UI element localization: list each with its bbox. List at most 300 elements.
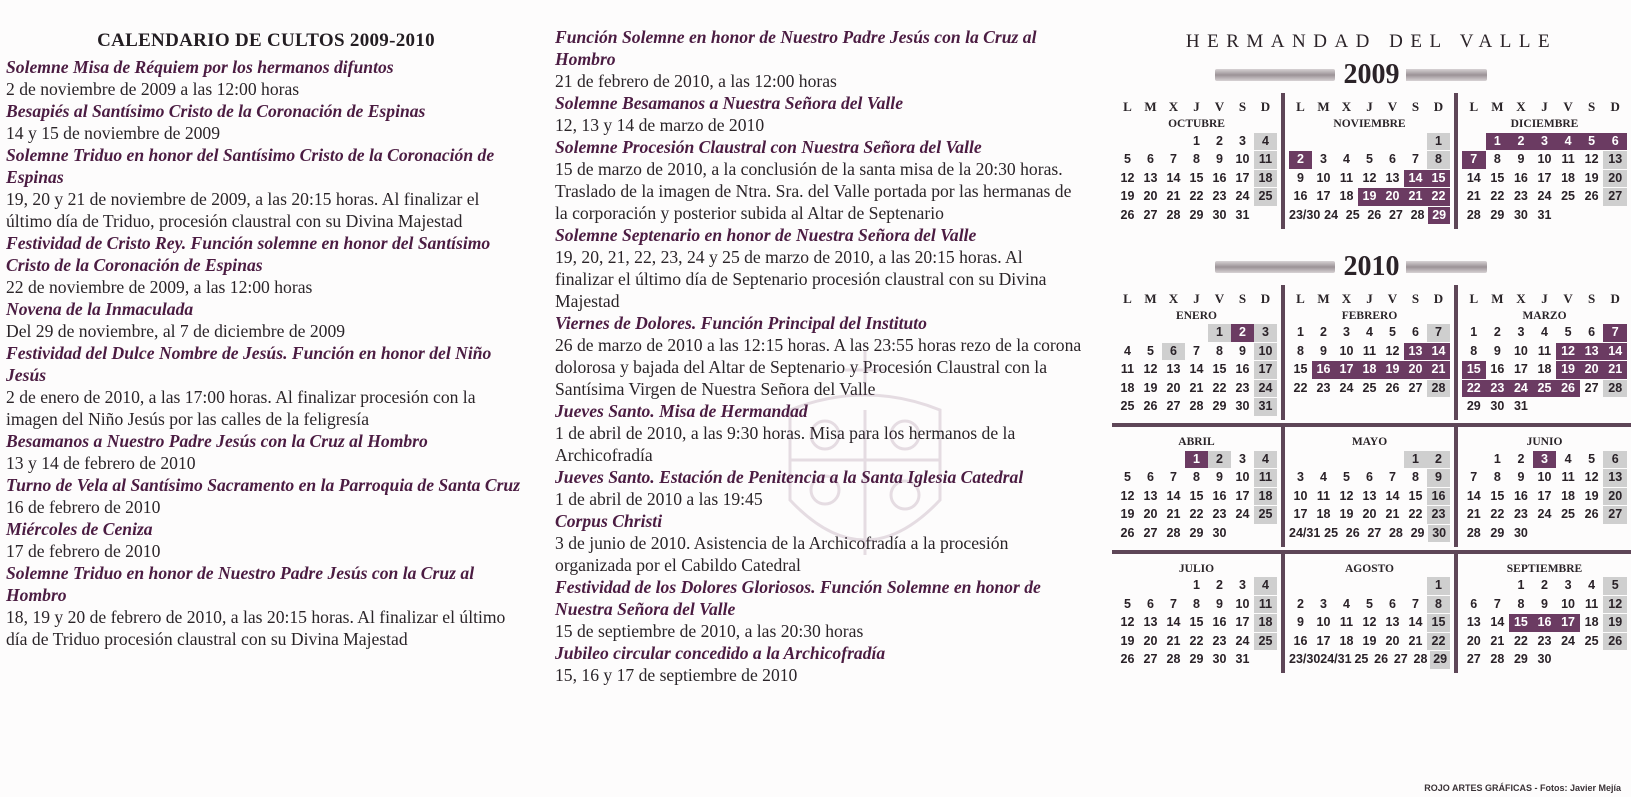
day-cell: 16 bbox=[1212, 488, 1227, 503]
event-title: Corpus Christi bbox=[555, 511, 663, 531]
month-block bbox=[1458, 285, 1631, 421]
day-cell: 4 bbox=[1343, 596, 1350, 611]
day-cell: 24 bbox=[1561, 633, 1576, 648]
day-cell: 25 bbox=[1254, 188, 1277, 206]
week-row bbox=[1289, 361, 1450, 380]
day-cell: 7 bbox=[1493, 596, 1501, 611]
week-row bbox=[1116, 651, 1277, 670]
day-cell: 13 bbox=[1603, 151, 1627, 169]
month-name: NOVIEMBRE bbox=[1333, 118, 1406, 130]
event-item bbox=[6, 100, 526, 144]
day-cell: 21 bbox=[1490, 633, 1505, 648]
day-cell: 4 bbox=[1588, 578, 1596, 592]
weekday-label: S bbox=[1588, 99, 1596, 114]
week-row bbox=[1116, 398, 1277, 417]
week-row bbox=[1462, 206, 1627, 225]
day-cell: 6 bbox=[1162, 343, 1185, 361]
day-cell: 15 bbox=[1212, 362, 1227, 376]
week-row bbox=[1462, 188, 1627, 207]
day-cell: 29 bbox=[1430, 651, 1450, 669]
day-cell: 28 bbox=[1427, 380, 1450, 398]
day-cell: 21 bbox=[1189, 380, 1204, 395]
day-cell: 17 bbox=[1235, 170, 1250, 185]
day-cell: 14 bbox=[1408, 615, 1423, 629]
day-cell: 13 bbox=[1143, 170, 1158, 185]
day-cell: 19 bbox=[1381, 361, 1404, 379]
day-cell bbox=[1358, 451, 1381, 469]
day-cell: 4 bbox=[1254, 451, 1277, 469]
day-cell: 28 bbox=[1603, 380, 1627, 398]
day-cell: 26 bbox=[1345, 525, 1360, 540]
day-cell: 5 bbox=[1564, 325, 1572, 339]
day-cell: 7 bbox=[1470, 470, 1478, 484]
event-title: Besapiés al Santísimo Cristo de la Coronación de Espinas bbox=[6, 101, 426, 121]
weekday-label: X bbox=[1516, 99, 1526, 114]
day-cell: 28 bbox=[1166, 525, 1181, 540]
day-cell: 20 bbox=[1362, 507, 1377, 521]
week-row bbox=[1462, 651, 1627, 670]
day-cell: 8 bbox=[1493, 470, 1501, 484]
day-cell: 19 bbox=[1584, 488, 1599, 503]
month-name: OCTUBRE bbox=[1168, 118, 1225, 130]
day-cell bbox=[1358, 577, 1381, 595]
month-block bbox=[1112, 93, 1285, 229]
day-cell: 5 bbox=[1603, 577, 1627, 595]
day-cell: 1 bbox=[1517, 578, 1525, 592]
week-row bbox=[1462, 361, 1627, 380]
weekday-label: D bbox=[1610, 290, 1620, 306]
day-cell: 5 bbox=[1124, 470, 1131, 484]
week-row bbox=[1116, 342, 1277, 361]
event-detail: 15 de septiembre de 2010, a las 20:30 horas bbox=[555, 621, 864, 641]
day-cell: 9 bbox=[1493, 343, 1501, 358]
day-cell: 26 bbox=[1556, 380, 1580, 398]
event-item bbox=[6, 56, 526, 100]
day-cell: 15 bbox=[1427, 170, 1450, 188]
day-cell: 7 bbox=[1170, 596, 1177, 611]
day-cell: 19 bbox=[1603, 614, 1627, 632]
day-cell bbox=[1254, 651, 1277, 669]
weekday-label: X bbox=[1341, 290, 1352, 306]
day-cell: 12 bbox=[1603, 596, 1627, 614]
weekday-label: X bbox=[1168, 290, 1179, 306]
weekday-label: X bbox=[1168, 99, 1179, 114]
week-row bbox=[1116, 132, 1277, 151]
day-cell: 23 bbox=[1212, 507, 1227, 521]
day-cell bbox=[1116, 324, 1139, 342]
event-detail: Del 29 de noviembre, al 7 de diciembre de 2009 bbox=[6, 321, 346, 341]
day-cell: 18 bbox=[1584, 615, 1599, 629]
weekday-label: L bbox=[1296, 290, 1305, 306]
day-cell: 29 bbox=[1189, 652, 1204, 666]
day-cell: 27 bbox=[1603, 188, 1627, 206]
day-cell: 5 bbox=[1366, 596, 1373, 611]
day-cell: 3 bbox=[1254, 324, 1277, 342]
week-row bbox=[1289, 506, 1450, 525]
day-cell: 26 bbox=[1584, 189, 1599, 203]
day-cell: 10 bbox=[1513, 343, 1528, 358]
day-cell: 15 bbox=[1509, 614, 1533, 632]
day-cell: 11 bbox=[1585, 596, 1599, 611]
day-cell: 28 bbox=[1466, 207, 1481, 222]
event-item bbox=[6, 430, 526, 474]
brand-title: HERMANDAD DEL VALLE bbox=[1185, 31, 1558, 52]
day-cell: 18 bbox=[1358, 361, 1381, 379]
weekday-label: D bbox=[1433, 290, 1444, 306]
day-cell bbox=[1162, 451, 1185, 469]
week-row bbox=[1289, 651, 1450, 670]
day-cell: 25 bbox=[1362, 380, 1377, 395]
day-cell bbox=[1603, 525, 1627, 543]
day-cell: 2 bbox=[1216, 578, 1223, 592]
day-cell: 17 bbox=[1316, 189, 1331, 203]
day-cell: 31 bbox=[1254, 398, 1277, 416]
day-cell bbox=[1289, 133, 1312, 151]
day-cell: 30 bbox=[1212, 207, 1227, 222]
day-cell: 21 bbox=[1166, 507, 1181, 521]
day-cell: 27 bbox=[1408, 380, 1423, 395]
day-cell: 20 bbox=[1143, 507, 1158, 521]
weekday-label: J bbox=[1541, 290, 1548, 306]
day-cell: 9 bbox=[1427, 469, 1450, 487]
day-cell bbox=[1580, 651, 1604, 669]
day-cell: 23 bbox=[1537, 633, 1552, 648]
day-cell: 30 bbox=[1490, 399, 1505, 413]
week-row bbox=[1289, 132, 1450, 151]
day-cell: 12 bbox=[1584, 470, 1599, 484]
weekday-label: L bbox=[1469, 290, 1479, 306]
day-cell: 2 bbox=[1320, 325, 1327, 339]
day-cell: 11 bbox=[1339, 170, 1354, 185]
day-cell bbox=[1185, 324, 1208, 342]
month-name: SEPTIEMBRE bbox=[1506, 562, 1583, 575]
day-cell: 13 bbox=[1603, 469, 1627, 487]
day-cell: 10 bbox=[1537, 470, 1552, 484]
day-cell: 18 bbox=[1316, 507, 1331, 521]
event-item bbox=[6, 144, 526, 232]
event-title: Solemne Misa de Réquiem por los hermanos difuntos bbox=[6, 57, 394, 77]
day-cell: 7 bbox=[1170, 470, 1177, 484]
weekday-label: J bbox=[1193, 290, 1200, 306]
day-cell bbox=[1162, 324, 1185, 342]
day-cell: 29 bbox=[1189, 525, 1204, 540]
day-cell: 29 bbox=[1212, 399, 1227, 413]
day-cell: 8 bbox=[1470, 343, 1478, 358]
event-title: Viernes de Dolores. Función Principal del Instituto bbox=[555, 313, 927, 333]
day-cell: 18 bbox=[1120, 380, 1135, 395]
day-cell: 24 bbox=[1339, 380, 1354, 395]
day-cell: 27 bbox=[1143, 207, 1158, 222]
day-cell: 15 bbox=[1427, 614, 1450, 632]
day-cell: 18 bbox=[1537, 362, 1552, 376]
day-cell: 18 bbox=[1339, 189, 1354, 203]
day-cell: 1 bbox=[1297, 325, 1304, 339]
day-cell: 8 bbox=[1493, 152, 1501, 166]
day-cell: 27 bbox=[1367, 525, 1382, 540]
day-cell: 22 bbox=[1427, 188, 1450, 206]
day-cell: 14 bbox=[1466, 488, 1481, 503]
week-row bbox=[1462, 577, 1627, 596]
week-row bbox=[1289, 342, 1450, 361]
day-cell bbox=[1404, 577, 1427, 595]
day-cell: 4 bbox=[1254, 577, 1277, 595]
day-cell: 19 bbox=[1556, 361, 1580, 379]
day-cell: 21 bbox=[1404, 188, 1427, 206]
day-cell: 24 bbox=[1324, 207, 1339, 222]
day-cell: 22 bbox=[1212, 380, 1227, 395]
month-block bbox=[1285, 554, 1458, 674]
day-cell: 22 bbox=[1490, 507, 1505, 521]
left-column bbox=[6, 0, 526, 797]
month-block bbox=[1458, 554, 1631, 674]
week-row bbox=[1116, 524, 1277, 543]
day-cell: 23/30 bbox=[1289, 207, 1321, 222]
week-row bbox=[1116, 469, 1277, 488]
week-row bbox=[1462, 342, 1627, 361]
day-cell: 14 bbox=[1603, 343, 1627, 361]
day-cell: 27 bbox=[1166, 399, 1181, 413]
event-title: Función Solemne en honor de Nuestro Padre Jesús con la Cruz al Hombro bbox=[555, 27, 1037, 69]
day-cell: 20 bbox=[1603, 170, 1627, 188]
day-cell: 19 bbox=[1120, 507, 1135, 521]
day-cell: 30 bbox=[1513, 525, 1528, 540]
event-detail: 12, 13 y 14 de marzo de 2010 bbox=[555, 115, 765, 135]
day-cell: 14 bbox=[1166, 615, 1181, 629]
event-item bbox=[6, 474, 526, 518]
weekday-label: J bbox=[1541, 99, 1548, 114]
weekday-header bbox=[1462, 291, 1627, 307]
month-name: ABRIL bbox=[1178, 436, 1215, 448]
day-cell: 22 bbox=[1408, 507, 1423, 521]
day-cell: 30 bbox=[1212, 652, 1227, 666]
week-row bbox=[1116, 151, 1277, 170]
day-cell: 20 bbox=[1166, 380, 1181, 395]
day-cell: 3 bbox=[1239, 451, 1246, 466]
week-row bbox=[1289, 379, 1450, 398]
day-cell: 13 bbox=[1385, 170, 1400, 185]
event-detail: 15 de marzo de 2010, a la conclusión de la santa misa de la 20:30 horas. Traslado de la imagen de Ntra. Sra. del Valle portada por las hermanas de la corporación y posterior subida al Altar de Septenario bbox=[555, 159, 1072, 223]
day-cell: 6 bbox=[1366, 470, 1373, 484]
day-cell bbox=[1162, 577, 1185, 595]
day-cell: 17 bbox=[1316, 633, 1331, 648]
day-cell bbox=[1533, 398, 1557, 416]
day-cell: 13 bbox=[1143, 615, 1158, 629]
day-cell: 6 bbox=[1147, 596, 1154, 611]
day-cell: 31 bbox=[1537, 207, 1552, 222]
week-row bbox=[1116, 506, 1277, 525]
day-cell: 17 bbox=[1254, 361, 1277, 379]
day-cell: 19 bbox=[1339, 507, 1354, 521]
day-cell: 5 bbox=[1366, 152, 1373, 166]
day-cell: 30 bbox=[1513, 207, 1528, 222]
day-cell: 17 bbox=[1556, 614, 1580, 632]
weekday-label: V bbox=[1214, 290, 1225, 306]
week-row bbox=[1289, 632, 1450, 651]
day-cell: 8 bbox=[1193, 470, 1200, 484]
day-cell: 24 bbox=[1537, 189, 1552, 203]
week-row bbox=[1462, 169, 1627, 188]
day-cell: 21 bbox=[1466, 189, 1481, 203]
weekday-label: M bbox=[1491, 290, 1504, 306]
week-row bbox=[1462, 487, 1627, 506]
year-heading bbox=[1112, 59, 1631, 93]
day-cell: 13 bbox=[1466, 615, 1481, 629]
day-cell: 10 bbox=[1316, 615, 1331, 629]
day-cell: 17 bbox=[1235, 488, 1250, 503]
weekday-label: S bbox=[1588, 290, 1596, 306]
event-detail: 3 de junio de 2010. Asistencia de la Archicofradía a la procesión organizada por el Cabildo Catedral bbox=[555, 533, 1009, 575]
day-cell: 3 bbox=[1239, 578, 1246, 592]
week-row bbox=[1289, 524, 1450, 543]
day-cell bbox=[1580, 207, 1604, 225]
day-cell: 26 bbox=[1120, 207, 1135, 222]
week-row bbox=[1462, 506, 1627, 525]
day-cell: 3 bbox=[1239, 133, 1246, 148]
day-cell bbox=[1381, 577, 1404, 595]
day-cell bbox=[1603, 398, 1627, 416]
week-row bbox=[1289, 151, 1450, 170]
day-cell: 15 bbox=[1189, 488, 1204, 503]
week-row bbox=[1462, 379, 1627, 398]
day-cell: 6 bbox=[1603, 133, 1627, 151]
day-cell: 11 bbox=[1120, 362, 1135, 376]
day-cell: 8 bbox=[1297, 343, 1304, 358]
day-cell: 25 bbox=[1324, 525, 1339, 540]
day-cell: 7 bbox=[1412, 152, 1419, 166]
day-cell: 28 bbox=[1490, 652, 1505, 666]
day-cell: 23 bbox=[1235, 380, 1250, 395]
day-cell: 7 bbox=[1389, 470, 1396, 484]
weekday-label: V bbox=[1387, 99, 1398, 114]
day-cell: 4 bbox=[1254, 133, 1277, 151]
day-cell bbox=[1533, 525, 1557, 543]
day-cell: 10 bbox=[1235, 152, 1250, 166]
day-cell bbox=[1116, 451, 1139, 469]
day-cell: 2 bbox=[1427, 451, 1450, 469]
day-cell: 17 bbox=[1293, 507, 1308, 521]
event-title: Turno de Vela al Santísimo Sacramento en la Parroquia de Santa Cruz bbox=[6, 475, 521, 495]
day-cell: 20 bbox=[1404, 361, 1427, 379]
day-cell bbox=[1231, 525, 1254, 543]
day-cell bbox=[1139, 451, 1162, 469]
event-detail: 15, 16 y 17 de septiembre de 2010 bbox=[555, 665, 798, 685]
day-cell: 14 bbox=[1466, 170, 1481, 185]
credit-line: ROJO ARTES GRÁFICAS - Fotos: Javier Mejía bbox=[1424, 783, 1621, 793]
day-cell: 29 bbox=[1490, 207, 1505, 222]
month-block bbox=[1458, 427, 1631, 547]
week-row bbox=[1289, 577, 1450, 596]
day-cell: 25 bbox=[1561, 189, 1576, 203]
day-cell: 6 bbox=[1147, 152, 1154, 166]
event-item bbox=[6, 232, 526, 298]
month-name: AGOSTO bbox=[1345, 562, 1394, 575]
month-block bbox=[1112, 427, 1285, 547]
day-cell: 28 bbox=[1410, 207, 1425, 222]
day-cell: 3 bbox=[1320, 152, 1327, 166]
day-cell: 2 bbox=[1541, 578, 1548, 592]
day-cell: 10 bbox=[1235, 596, 1250, 611]
day-cell: 6 bbox=[1603, 451, 1627, 469]
day-cell: 3 bbox=[1517, 325, 1525, 339]
day-cell: 22 bbox=[1513, 633, 1528, 648]
day-cell: 28 bbox=[1466, 525, 1481, 540]
day-cell bbox=[1556, 207, 1580, 225]
event-title: Novena de la Inmaculada bbox=[6, 299, 194, 319]
day-cell: 5 bbox=[1389, 325, 1396, 339]
day-cell: 23 bbox=[1316, 380, 1331, 395]
day-cell: 14 bbox=[1166, 170, 1181, 185]
day-cell bbox=[1312, 133, 1335, 151]
day-cell: 12 bbox=[1584, 152, 1599, 166]
day-cell: 1 bbox=[1486, 133, 1510, 151]
day-cell: 29 bbox=[1428, 207, 1450, 225]
month-grid bbox=[1112, 93, 1631, 229]
day-cell: 6 bbox=[1389, 596, 1396, 611]
event-detail: 17 de febrero de 2010 bbox=[6, 541, 161, 561]
week-row bbox=[1462, 450, 1627, 469]
day-cell bbox=[1462, 133, 1486, 151]
week-row bbox=[1462, 398, 1627, 417]
event-title: Festividad del Dulce Nombre de Jesús. Función en honor del Niño Jesús bbox=[6, 343, 492, 385]
day-cell: 23 bbox=[1427, 506, 1450, 524]
day-cell: 10 bbox=[1339, 343, 1354, 358]
day-cell: 12 bbox=[1120, 170, 1135, 185]
week-row bbox=[1289, 188, 1450, 207]
event-detail: 1 de abril de 2010 a las 19:45 bbox=[555, 489, 763, 509]
day-cell: 21 bbox=[1166, 189, 1181, 203]
day-cell: 17 bbox=[1513, 362, 1528, 376]
day-cell: 16 bbox=[1427, 488, 1450, 506]
day-cell: 3 bbox=[1343, 325, 1350, 339]
event-item bbox=[555, 642, 1083, 686]
week-row bbox=[1462, 132, 1627, 151]
day-cell: 16 bbox=[1212, 615, 1227, 629]
day-cell: 24 bbox=[1509, 380, 1533, 398]
day-cell: 4 bbox=[1564, 451, 1572, 466]
day-cell: 5 bbox=[1343, 470, 1350, 484]
day-cell: 8 bbox=[1427, 151, 1450, 169]
week-row bbox=[1116, 324, 1277, 343]
day-cell: 15 bbox=[1462, 361, 1486, 379]
day-cell: 12 bbox=[1143, 362, 1158, 376]
event-detail: 14 y 15 de noviembre de 2009 bbox=[6, 123, 221, 143]
day-cell: 8 bbox=[1517, 596, 1525, 611]
day-cell: 2 bbox=[1517, 451, 1525, 466]
weekday-label: V bbox=[1214, 99, 1225, 114]
day-cell: 17 bbox=[1335, 361, 1358, 379]
weekday-label: D bbox=[1260, 290, 1271, 306]
day-cell bbox=[1358, 133, 1381, 151]
week-row bbox=[1116, 188, 1277, 207]
day-cell: 22 bbox=[1462, 380, 1486, 398]
event-item bbox=[6, 518, 526, 562]
day-cell: 22 bbox=[1189, 633, 1204, 648]
day-cell: 24 bbox=[1235, 507, 1250, 521]
weekday-label: X bbox=[1341, 99, 1352, 114]
day-cell: 6 bbox=[1147, 470, 1154, 484]
day-cell bbox=[1139, 577, 1162, 595]
weekday-label: L bbox=[1469, 99, 1479, 114]
day-cell bbox=[1556, 525, 1580, 543]
day-cell bbox=[1381, 451, 1404, 469]
day-cell: 24 bbox=[1537, 507, 1552, 521]
month-name: JUNIO bbox=[1526, 436, 1563, 448]
day-cell: 2 bbox=[1509, 133, 1533, 151]
day-cell: 27 bbox=[1584, 380, 1599, 395]
day-cell: 23 bbox=[1513, 189, 1528, 203]
day-cell: 15 bbox=[1189, 170, 1204, 185]
day-cell: 10 bbox=[1254, 343, 1277, 361]
